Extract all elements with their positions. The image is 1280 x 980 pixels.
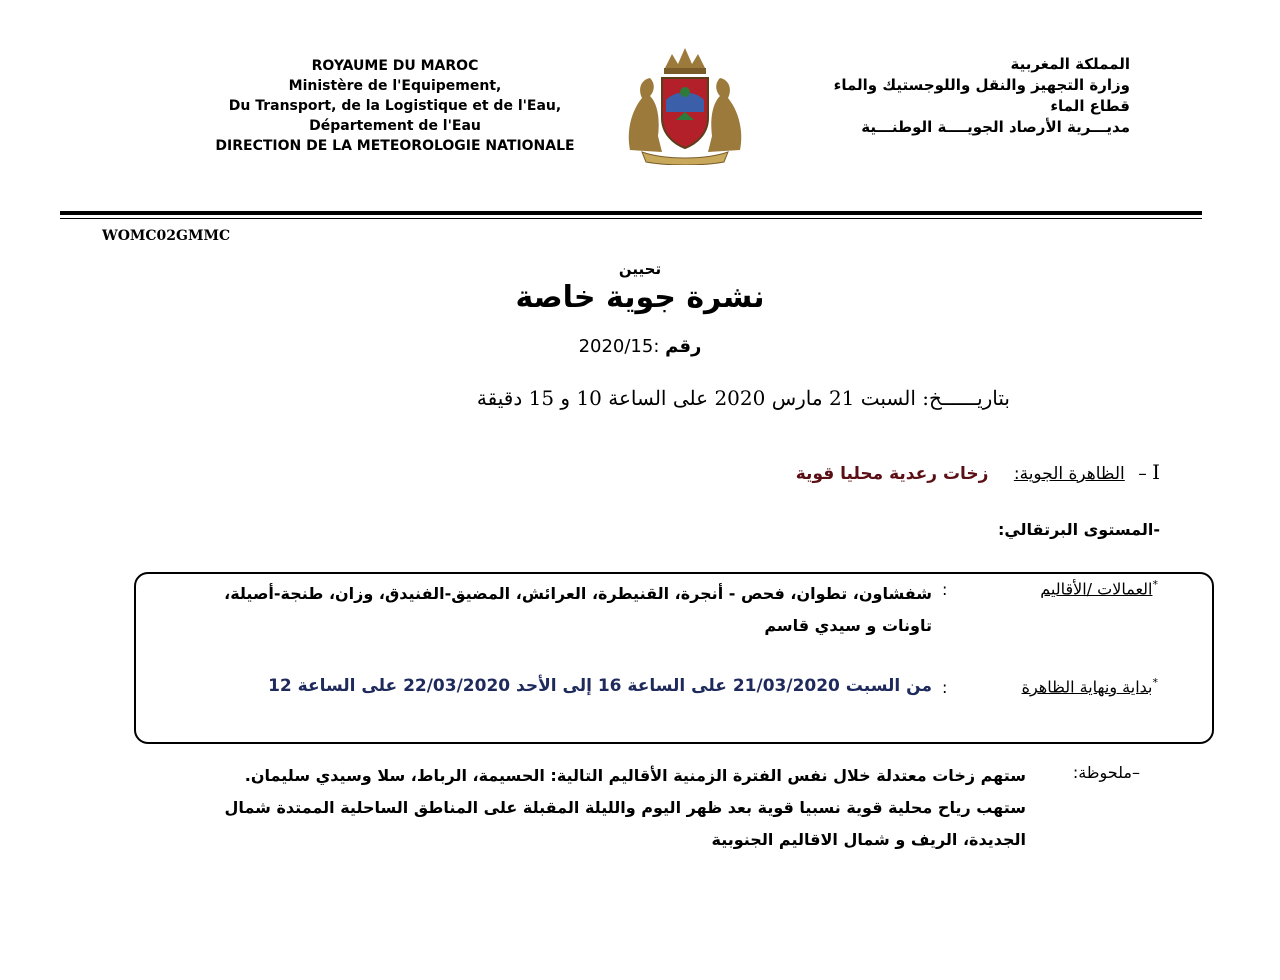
- header-fr-line: Du Transport, de la Logistique et de l'Eau,: [228, 98, 562, 114]
- header-ar-line: وزارة التجهيز والنقل واللوجستيك والماء: [833, 76, 1130, 94]
- header-arabic: [820, 54, 1130, 138]
- provinces-star: *: [1152, 578, 1158, 591]
- bulletin-number-label: رقم: [665, 336, 702, 357]
- note-label: –ملحوظة:: [1072, 763, 1140, 782]
- alert-level: -المستوى البرتقالي:: [997, 520, 1160, 539]
- phenomenon-label: الظاهرة الجوية:: [1013, 464, 1125, 484]
- phenomenon-line: I – الظاهرة الجوية: زخات رعدية محليا قوية: [795, 460, 1160, 484]
- bulletin-date: بتاريــــــخ: السبت 21 مارس 2020 على الساعة 10 و 15 دقيقة: [476, 386, 1010, 410]
- header-divider-thin: [60, 218, 1202, 219]
- time-label: *بداية ونهاية الظاهرة: [1021, 676, 1158, 697]
- note-line: ستهب رياح محلية قوية نسبيا قوية بعد ظهر اليوم والليلة المقبلة على المناطق الساحلية الممتدة شمال: [224, 798, 1026, 817]
- bulletin-title: نشرة جوية خاصة: [515, 280, 765, 315]
- phenomenon-index: I: [1152, 460, 1160, 484]
- note-line: الجديدة، الريف و شمال الاقاليم الجنوبية: [711, 830, 1026, 849]
- time-value: من السبت 21/03/2020 على الساعة 16 إلى الأحد 22/03/2020 على الساعة 12: [268, 676, 932, 696]
- provinces-label: *العمالات /الأقاليم: [1040, 578, 1158, 599]
- bulletin-number-value: :2020/15: [578, 336, 660, 357]
- bulletin-code: WOMC02GMMC: [102, 228, 231, 244]
- time-star: *: [1152, 676, 1158, 689]
- phenomenon-value: زخات رعدية محليا قوية: [795, 464, 989, 484]
- header-fr-line: Ministère de l'Equipement,: [288, 78, 502, 94]
- update-label: تحيين: [618, 260, 662, 278]
- provinces-list: [180, 578, 932, 642]
- header-french: [190, 56, 600, 156]
- time-colon: :: [942, 678, 948, 697]
- header-fr-line: ROYAUME DU MAROC: [311, 58, 479, 74]
- note-line: ستهم زخات معتدلة خلال نفس الفترة الزمنية الأقاليم التالية: الحسيمة، الرباط، سلا وسيدي سليمان.: [244, 766, 1026, 785]
- provinces-line: شفشاون، تطوان، فحص - أنجرة، القنيطرة، العرائش، المضيق-الفنيدق، وزان، طنجة-أصيلة،: [224, 584, 932, 603]
- bulletin-number: [520, 336, 760, 357]
- header-fr-line: DIRECTION DE LA METEOROLOGIE NATIONALE: [215, 138, 575, 154]
- provinces-line: تاونات و سيدي قاسم: [764, 616, 932, 635]
- header-fr-line: Département de l'Eau: [309, 118, 481, 134]
- header-divider-thick: [60, 211, 1202, 215]
- coat-of-arms-icon: [620, 40, 750, 165]
- note-text: [150, 760, 1026, 856]
- header-ar-line: المملكة المغربية: [1010, 55, 1130, 73]
- header-ar-line: قطاع الماء: [1050, 97, 1130, 115]
- provinces-colon: :: [942, 580, 948, 599]
- header-ar-line: مديـــرية الأرصاد الجويــــة الوطنـــية: [861, 118, 1130, 136]
